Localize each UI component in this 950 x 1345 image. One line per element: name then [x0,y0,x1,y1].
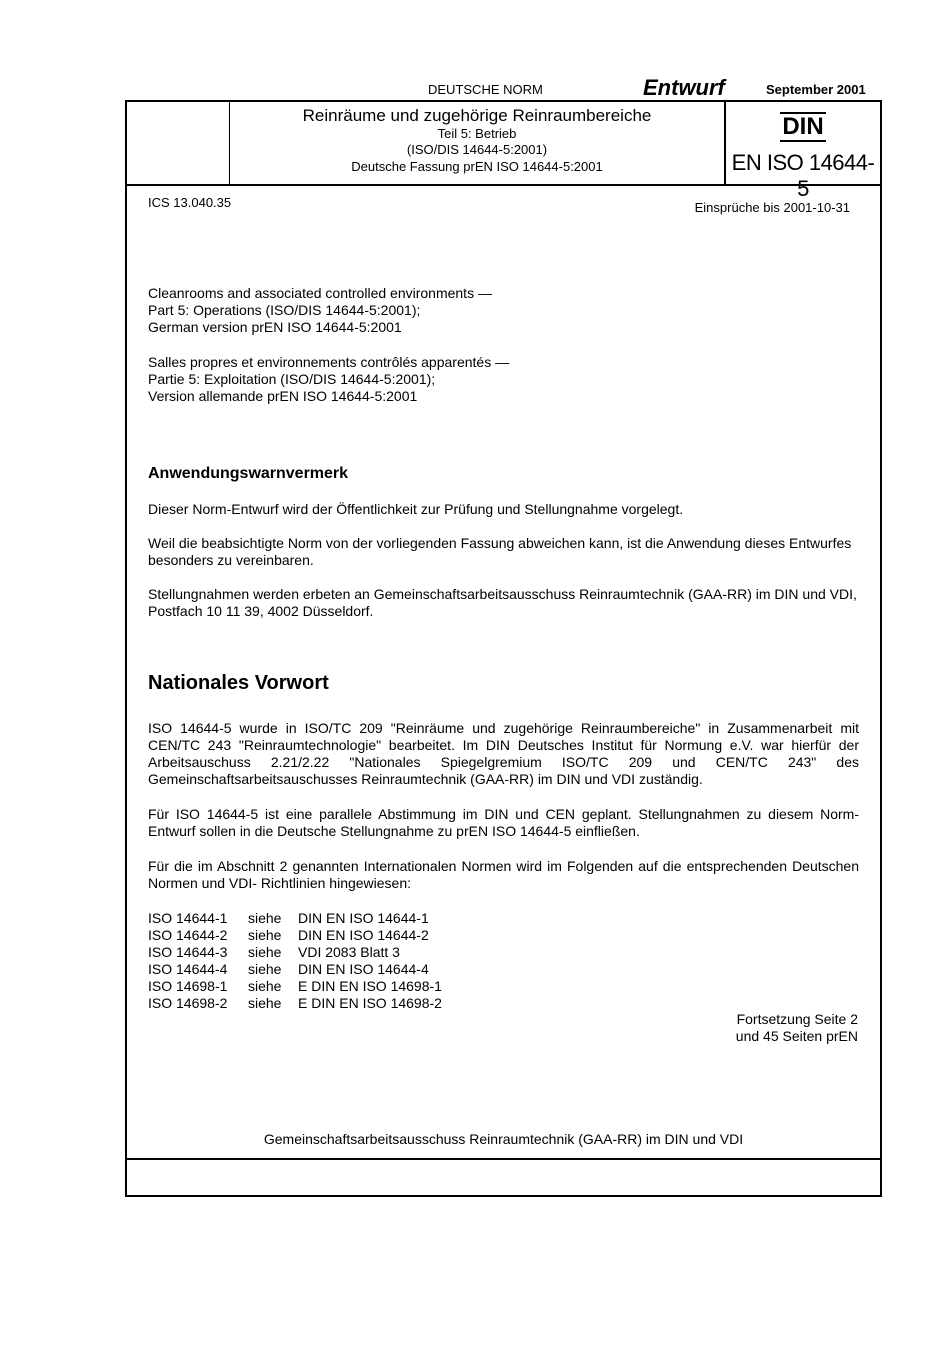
text-line: und 45 Seiten prEN [735,1028,858,1044]
iso-number: ISO 14644-3 [148,944,228,960]
din-logo-text: DIN [782,113,824,140]
main-title: Reinräume und zugehörige Reinraumbereiche [302,106,652,125]
see-label: siehe [248,995,282,1011]
continuation-note [736,1011,858,1045]
date-label: September 2001 [766,82,866,97]
iso-number: ISO 14698-1 [148,978,228,994]
warning-paragraph: Weil die beabsichtigte Norm von der vorliegenden Fassung abweichen kann, ist die Anwendung dieses Entwurfes besonders zu vereinbaren. [148,535,852,568]
iso-number: ISO 14698-2 [148,995,228,1011]
warning-paragraph: Dieser Norm-Entwurf wird der Öffentlichkeit zur Prüfung und Stellungnahme vorgelegt. [148,501,684,517]
reference-row [148,961,442,978]
din-logo [726,112,880,202]
text-line: Part 5: Operations (ISO/DIS 14644-5:2001); [148,302,421,318]
foreword-paragraph: Für die im Abschnitt 2 genannten Internationalen Normen wird im Folgenden auf die entsprechenden Deutschen Normen und VDI- Richtlinien hingewiesen: [148,858,859,891]
reference-row [148,978,442,995]
text-line: Fortsetzung Seite 2 [736,1011,858,1027]
objection-deadline: Einsprüche bis 2001-10-31 [694,200,850,215]
text-line: Cleanrooms and associated controlled environments — [148,285,492,301]
target-standard: DIN EN ISO 14644-2 [298,927,429,943]
iso-reference: (ISO/DIS 14644-5:2001) [406,142,548,157]
reference-row [148,944,442,961]
target-standard: E DIN EN ISO 14698-2 [298,995,442,1011]
target-standard: VDI 2083 Blatt 3 [298,944,400,960]
iso-number: ISO 14644-2 [148,927,228,943]
divider [125,1158,882,1160]
text-line: Partie 5: Exploitation (ISO/DIS 14644-5:2001); [148,371,436,387]
standard-number: EN ISO 14644-5 [731,150,875,201]
foreword-paragraph: Für ISO 14644-5 ist eine parallele Abstimmung im DIN und CEN geplant. Stellungnahmen zu diesem Norm-Entwurf sollen in die Deutsche Stellungnahme zu prEN ISO 14644-5 einfließen. [148,806,859,839]
part-title: Teil 5: Betrieb [437,126,517,141]
see-label: siehe [248,944,282,960]
target-standard: E DIN EN ISO 14698-1 [298,978,442,994]
see-label: siehe [248,910,282,926]
entwurf-label: Entwurf [643,75,725,100]
target-standard: DIN EN ISO 14644-1 [298,910,429,926]
reference-row [148,995,442,1012]
see-label: siehe [248,978,282,994]
text-line: Salles propres et environnements contrôlés apparentés — [148,354,510,370]
title-block [230,106,724,175]
target-standard: DIN EN ISO 14644-4 [298,961,429,977]
iso-number: ISO 14644-4 [148,961,228,977]
iso-number: ISO 14644-1 [148,910,228,926]
foreword-heading: Nationales Vorwort [148,672,329,694]
deutsche-norm-label: DEUTSCHE NORM [428,82,543,97]
text-line: Version allemande prEN ISO 14644-5:2001 [148,388,418,404]
reference-row [148,910,442,927]
reference-row [148,927,442,944]
reference-list [148,910,442,1012]
version-title: Deutsche Fassung prEN ISO 14644-5:2001 [351,159,603,174]
warning-heading: Anwendungswarnvermerk [148,465,349,482]
english-title [148,285,859,336]
ics-code: ICS 13.040.35 [148,195,232,210]
foreword-paragraph: ISO 14644-5 wurde in ISO/TC 209 "Reinräume und zugehörige Reinraumbereiche" in Zusammenarbeit mit CEN/TC 243 "Reinraumtechnologie" bearbeitet. Im DIN Deutsches Institut für Normung e.V. war hierfür der Arbeitsauschuss 2.21/2.22 "Nationales Spiegelgremium ISO/TC 209 und CEN/TC 243" des Gemeinschaftsarbeitsauschusses Reinraumtechnik (GAA-RR) im DIN und VDI zuständig. [148,720,859,787]
committee-footer: Gemeinschaftsarbeitsausschuss Reinraumtechnik (GAA-RR) im DIN und VDI [263,1131,744,1147]
text-line: German version prEN ISO 14644-5:2001 [148,319,402,335]
see-label: siehe [248,927,282,943]
see-label: siehe [248,961,282,977]
warning-paragraph: Stellungnahmen werden erbeten an Gemeinschaftsarbeitsausschuss Reinraumtechnik (GAA-RR) im DIN und VDI, Postfach 10 11 39, 4002 Düsseldorf. [148,586,857,619]
french-title [148,354,859,405]
